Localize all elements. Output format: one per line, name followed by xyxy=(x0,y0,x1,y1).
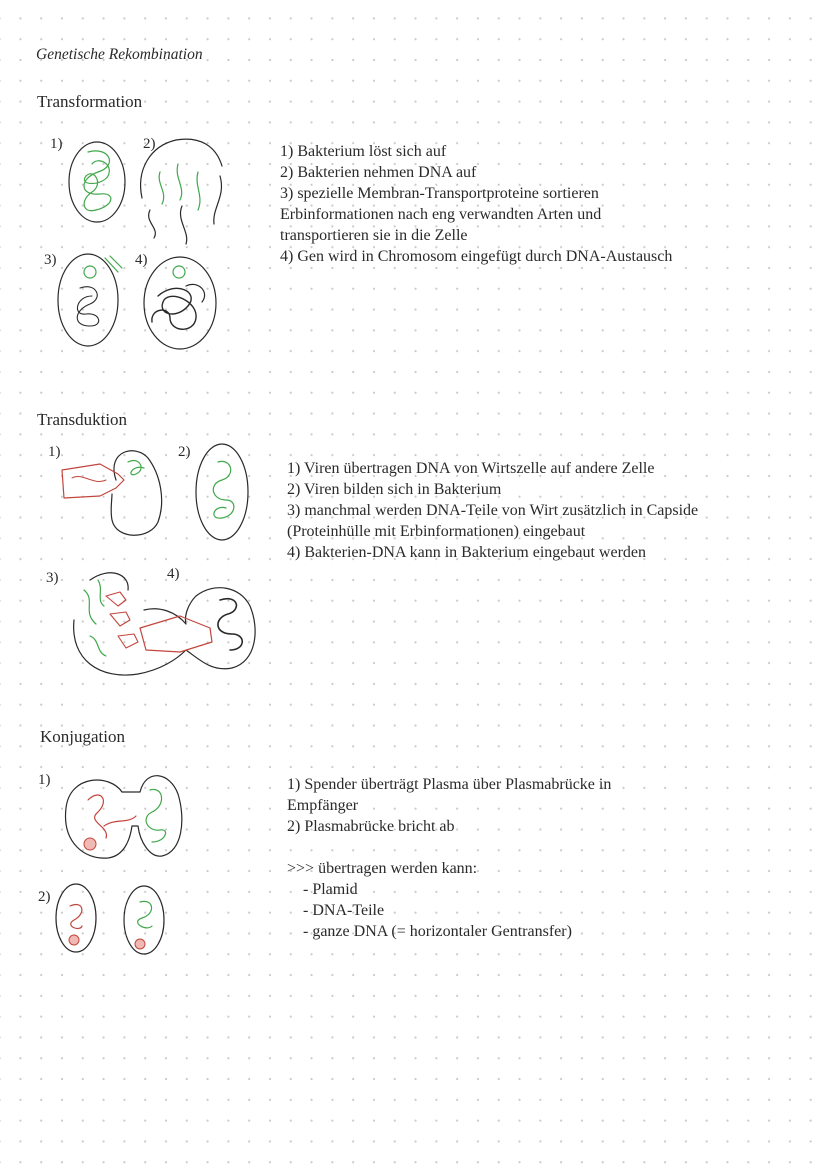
konjugation-note-3: 2) Plasmabrücke bricht ab xyxy=(287,818,455,835)
transduktion-label-4: 4) xyxy=(167,566,180,582)
page-title: Genetische Rekombination xyxy=(36,46,203,63)
konjugation-label-2: 2) xyxy=(38,889,51,905)
transduktion-note-2: 2) Viren bilden sich in Bakterium xyxy=(287,481,502,498)
konjugation-sketch-1 xyxy=(66,776,182,858)
heading-transformation: Transformation xyxy=(37,92,143,111)
heading-transduktion: Transduktion xyxy=(37,410,128,429)
transduktion-note-5: 4) Bakterien-DNA kann in Bakterium eingebaut werden xyxy=(287,544,646,561)
transformation-note-2: 2) Bakterien nehmen DNA auf xyxy=(280,164,477,181)
konjugation-note-6: - Plamid xyxy=(287,881,358,898)
transformation-sketch-2 xyxy=(141,139,222,244)
transformation-note-1: 1) Bakterium löst sich auf xyxy=(280,143,447,160)
transformation-sketch-4 xyxy=(144,257,216,349)
transduktion-note-4: (Proteinhülle mit Erbinformationen) eingebaut xyxy=(287,523,586,540)
konjugation-note-5: >>> übertragen werden kann: xyxy=(287,860,478,877)
konjugation-note-1: 1) Spender überträgt Plasma über Plasmabrücke in xyxy=(287,776,612,793)
transformation-sketch-3 xyxy=(58,254,122,346)
transformation-label-4: 4) xyxy=(135,252,148,268)
konjugation-note-7: - DNA-Teile xyxy=(287,902,385,919)
transduktion-label-1: 1) xyxy=(48,444,61,460)
transformation-note-6: 4) Gen wird in Chromosom eingefügt durch DNA-Austausch xyxy=(280,248,673,265)
transduktion-sketch-2 xyxy=(196,444,248,540)
transformation-note-4: Erbinformationen nach eng verwandten Arten und xyxy=(280,206,602,223)
transformation-sketch-1 xyxy=(69,142,125,222)
konjugation-sketch-2 xyxy=(56,884,164,954)
konjugation-note-8: - ganze DNA (= horizontaler Gentransfer) xyxy=(287,923,572,940)
transduktion-sketch-1 xyxy=(62,451,162,535)
transduktion-label-2: 2) xyxy=(178,444,191,460)
transduktion-label-3: 3) xyxy=(46,570,59,586)
transformation-label-1: 1) xyxy=(50,136,63,152)
transduktion-note-1: 1) Viren übertragen DNA von Wirtszelle auf andere Zelle xyxy=(287,460,655,477)
transformation-note-5: transportieren sie in die Zelle xyxy=(280,227,468,244)
transduktion-note-3: 3) manchmal werden DNA-Teile von Wirt zusätzlich in Capside xyxy=(287,502,699,519)
heading-konjugation: Konjugation xyxy=(40,727,125,746)
transduktion-sketch-3-4 xyxy=(74,573,255,675)
transformation-note-3: 3) spezielle Membran-Transportproteine sortieren xyxy=(280,185,599,202)
transformation-label-2: 2) xyxy=(143,136,156,152)
konjugation-label-1: 1) xyxy=(38,772,51,788)
transformation-label-3: 3) xyxy=(44,252,57,268)
konjugation-note-2: Empfänger xyxy=(287,797,359,814)
